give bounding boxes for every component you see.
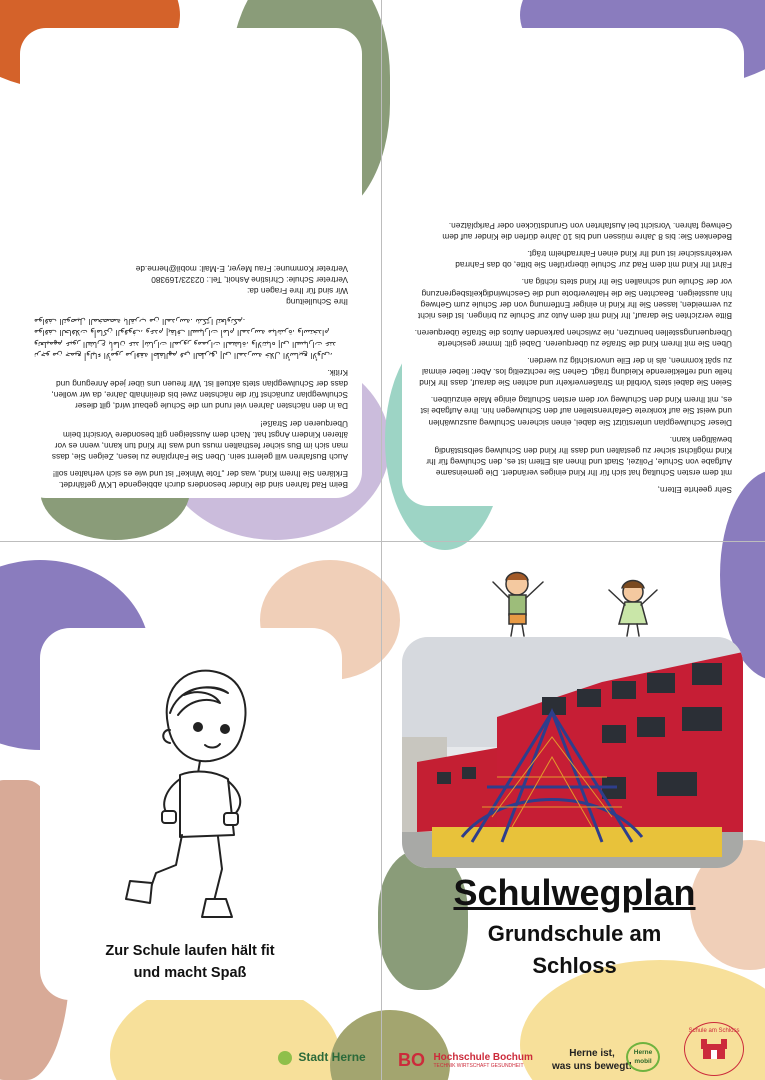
signature-line-1: Ihre Schulleitung bbox=[286, 297, 348, 308]
logo-hochschule-bochum bbox=[398, 1050, 533, 1071]
hochschule-bo-icon: BO bbox=[398, 1050, 425, 1070]
signature-line-3: Vertreter Schule: Christine Ashoit, Tel.: 02323/169380 bbox=[151, 274, 348, 285]
front-slogan bbox=[40, 940, 340, 984]
back-right-paragraph-8: Bedenken Sie: bis 8 Jahre müssen und bis 10 Jahre dürfen die Kinder auf dem Gehweg fahren. Vorsicht bei Ausfahrten von Grundstücken oder Parkplätzen. bbox=[442, 221, 732, 243]
hochschule-name: Hochschule Bochum bbox=[433, 1052, 533, 1063]
back-right-paragraph-3: Dieser Schulwegplan unterstützt Sie dabei, einen sicheren Schulweg auszuwählen und weist Sie auf konkrete Gefahrenstellen auf den Schulwegen hin. Ihre Aufgabe ist es, mit Ihrem Kind den Schulweg vor dem ersten Schultag einige Male einzuüben. bbox=[420, 395, 732, 428]
title-schulwegplan: Schulwegplan bbox=[453, 872, 696, 913]
back-right-paragraph-2: mit dem ersten Schultag hat sich für Ihr Kind einiges verändert. Die gemeinsame Aufgabe von Schule, Polizei, Stadt und Ihnen als Eltern ist es, den Schulweg für Ihr Kind möglichst sicher zu gestalten und dass Ihr Kind den Schulweg selbstständig bewältigen kann. bbox=[426, 434, 732, 478]
hochschule-tagline: TECHNIK WIRTSCHAFT GESUNDHEIT bbox=[433, 1063, 524, 1069]
school-photo-image bbox=[402, 637, 743, 868]
logo-stadt-herne bbox=[278, 1050, 366, 1065]
back-right-paragraph-7: Fährt Ihr Kind mit dem Rad zur Schule überprüfen Sie bitte, ob das Fahrrad verkehrssicher ist und Ihr Kind einen Fahrradhelm trägt. bbox=[455, 249, 732, 271]
herne-mobil-line-2: mobil bbox=[634, 1058, 652, 1065]
schule-am-schloss-label: Schule am Schloss bbox=[688, 1028, 740, 1034]
kids-illustration bbox=[485, 570, 665, 640]
signature-line-4: Vertreter Kommune: Frau Meyer, E-Mail: mobil@herne.de bbox=[135, 263, 348, 274]
logo-schule-am-schloss bbox=[684, 1022, 744, 1076]
stadt-herne-emblem-icon bbox=[278, 1051, 292, 1065]
back-left-signature bbox=[34, 263, 348, 307]
slogan-line-1: Zur Schule laufen hält fit bbox=[105, 943, 275, 959]
back-left-arabic-text: نرجو من جميع أولياء الأمور مرافقة أطفالهم في الطريق إلى المدرسة خلال الأسابيع الأولى، وتعليمهم عبور الشارع بأمان عند إشارات المرور وممرات المشاة، والانتباه إلى السيارات عند مواقف الحافلات وأماكن الوقوف، وعدم إيقاف السيارات أمام المدرسة مباشرة، واستخدام مواقف التوصيل المخصصة بالقرب من المدرسة. شكرًا لتعاونكم. bbox=[34, 316, 337, 361]
back-left-paragraph-2: Auch Busfahren will gelernt sein. Üben Sie Fahrpläne zu lesen, Zeigen Sie, dass man sich im Bus sicher festhalten muss und was Ihr Kind tun kann, wenn es vor älteren Kindern Angst hat. Nach dem Aussteigen gilt besondere Vorsicht beim Überqueren der Straße! bbox=[51, 418, 348, 462]
castle-icon bbox=[699, 1036, 729, 1060]
subtitle bbox=[402, 918, 747, 982]
back-right-text bbox=[414, 40, 732, 495]
stadt-herne-label: Stadt Herne bbox=[298, 1050, 366, 1064]
logo-herne-mobil bbox=[626, 1042, 660, 1072]
subtitle-line-2: Schloss bbox=[532, 953, 617, 978]
fold-line-vertical bbox=[381, 0, 382, 1080]
herne-ist-line-1: Herne ist, bbox=[569, 1048, 615, 1059]
fold-line-horizontal bbox=[0, 541, 765, 542]
back-right-paragraph-4: Seien Sie dabei stets Vorbild im Straßenverkehr und achten Sie darauf, dass Ihr Kind helle und reflektierende Kleidung trägt. Gehen Sie rechtzeitig los. Aber: lieber einmal zu spät kommen, als in der Eile unvorsichtig zu werden. bbox=[419, 356, 732, 389]
school-photo bbox=[402, 637, 743, 868]
back-left-paragraph-3: Da in den nächsten Jahren viel rund um die Schule gebaut wird, gilt dieser Schulwegplan zunächst für die nächsten zwei bis dreiinhalb Jahre, da wir wollen, dass der Schulwegplan stets aktuell ist. Wir freuen uns über jede Anregung und Kritik. bbox=[51, 368, 348, 412]
back-right-paragraph-5: Üben Sie mit Ihrem Kind die Straße zu überqueren. Dabei gilt: Immer gesicherte Überquerungsstellen benutzen, nie zwischen parkenden Autos die Straße überqueren. bbox=[414, 327, 732, 349]
back-left-text bbox=[34, 40, 348, 490]
back-left-paragraph-1: Beim Rad fahren sind die Kinder besonders durch abbiegende LKW gefährdet. Erklären Sie Ihrem Kind, was der „Tote Winkel“ ist und wie es sich verhalten soll! bbox=[52, 468, 348, 490]
signature-line-2: Wir sind für Ihre Fragen da: bbox=[247, 285, 348, 296]
herne-ist-line-2: was uns bewegt! bbox=[552, 1061, 633, 1072]
subtitle-line-1: Grundschule am bbox=[487, 921, 662, 946]
herne-mobil-line-1: Herne bbox=[633, 1049, 653, 1056]
logo-herne-ist bbox=[552, 1047, 632, 1073]
back-right-paragraph-6: Bitte verzichten Sie darauf, Ihr Kind mit dem Auto zur Schule zu bringen. Ist dies nicht zu vermeiden, lassen Sie Ihr Kind in einiger Entfernung von der Schule zum Gehweg hin aussteigen. Beachten Sie die Halteverbote und die Geschwindigkeitsbegrenzung vor der Schule und schnallen Sie Ihr Kind stets richtig an. bbox=[417, 277, 732, 321]
back-right-paragraph-1: Sehr geehrte Eltern, bbox=[657, 485, 732, 495]
slogan-line-2: und macht Spaß bbox=[133, 965, 247, 981]
running-child-illustration bbox=[110, 655, 290, 925]
